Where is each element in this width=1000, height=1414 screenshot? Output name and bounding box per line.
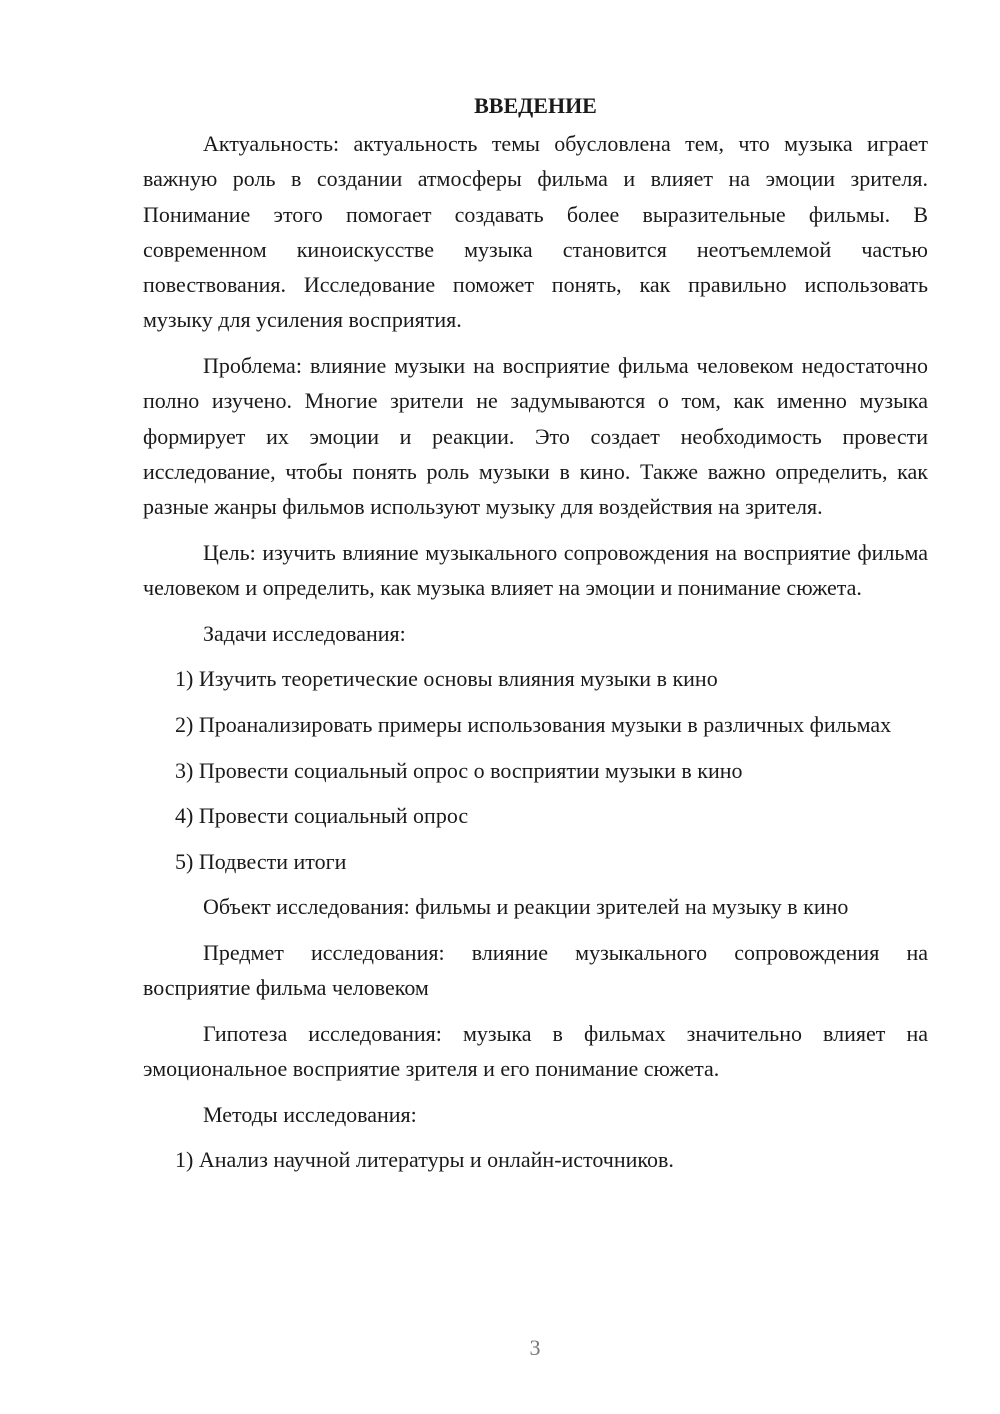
task-item-3: 3) Провести социальный опрос о восприятии музыки в кино (175, 757, 743, 783)
page-content (143, 90, 928, 1188)
paragraph-methods-title: Методы исследования: (203, 1101, 417, 1127)
paragraph-object: Объект исследования: фильмы и реакции зрителей на музыку в кино (203, 894, 849, 920)
paragraph-hypothesis: Гипотеза исследования: музыка в фильмах значительно влияет на эмоциональное восприятие зрителя и его понимание сюжета. (143, 1020, 928, 1082)
method-item-1: 1) Анализ научной литературы и онлайн-источников. (175, 1147, 674, 1173)
paragraph-goal: Цель: изучить влияние музыкального сопровождения на восприятие фильма человеком и определить, как музыка влияет на эмоции и понимание сюжета. (143, 539, 928, 601)
paragraph-tasks-title: Задачи исследования: (203, 620, 406, 646)
paragraph-problem: Проблема: влияние музыки на восприятие фильма человеком недостаточно полно изучено. Многие зрители не задумываются о том, как именно музыка формирует их эмоции и реакции. Это создает необходимость провести исследование, чтобы понять роль музыки в кино. Также важно определить, как разные жанры фильмов используют музыку для воздействия на зрителя. (143, 353, 928, 520)
page-number: 3 (529, 1335, 541, 1360)
task-item-5: 5) Подвести итоги (175, 848, 347, 874)
task-item-1: 1) Изучить теоретические основы влияния музыки в кино (175, 666, 718, 692)
section-heading: ВВЕДЕНИЕ (474, 93, 597, 118)
task-item-2: 2) Проанализировать примеры использования музыки в различных фильмах (175, 711, 892, 737)
paragraph-subject: Предмет исследования: влияние музыкального сопровождения на восприятие фильма человеком (143, 939, 928, 1001)
task-item-4: 4) Провести социальный опрос (175, 803, 469, 829)
paragraph-relevance: Актуальность: актуальность темы обусловлена тем, что музыка играет важную роль в создании атмосферы фильма и влияет на эмоции зрителя. Понимание этого помогает создавать более выразительные фильмы. В современном киноискусстве музыка становится неотъемлемой частью повествования. Исследование поможет понять, как правильно использовать музыку для усиления восприятия. (143, 131, 928, 333)
